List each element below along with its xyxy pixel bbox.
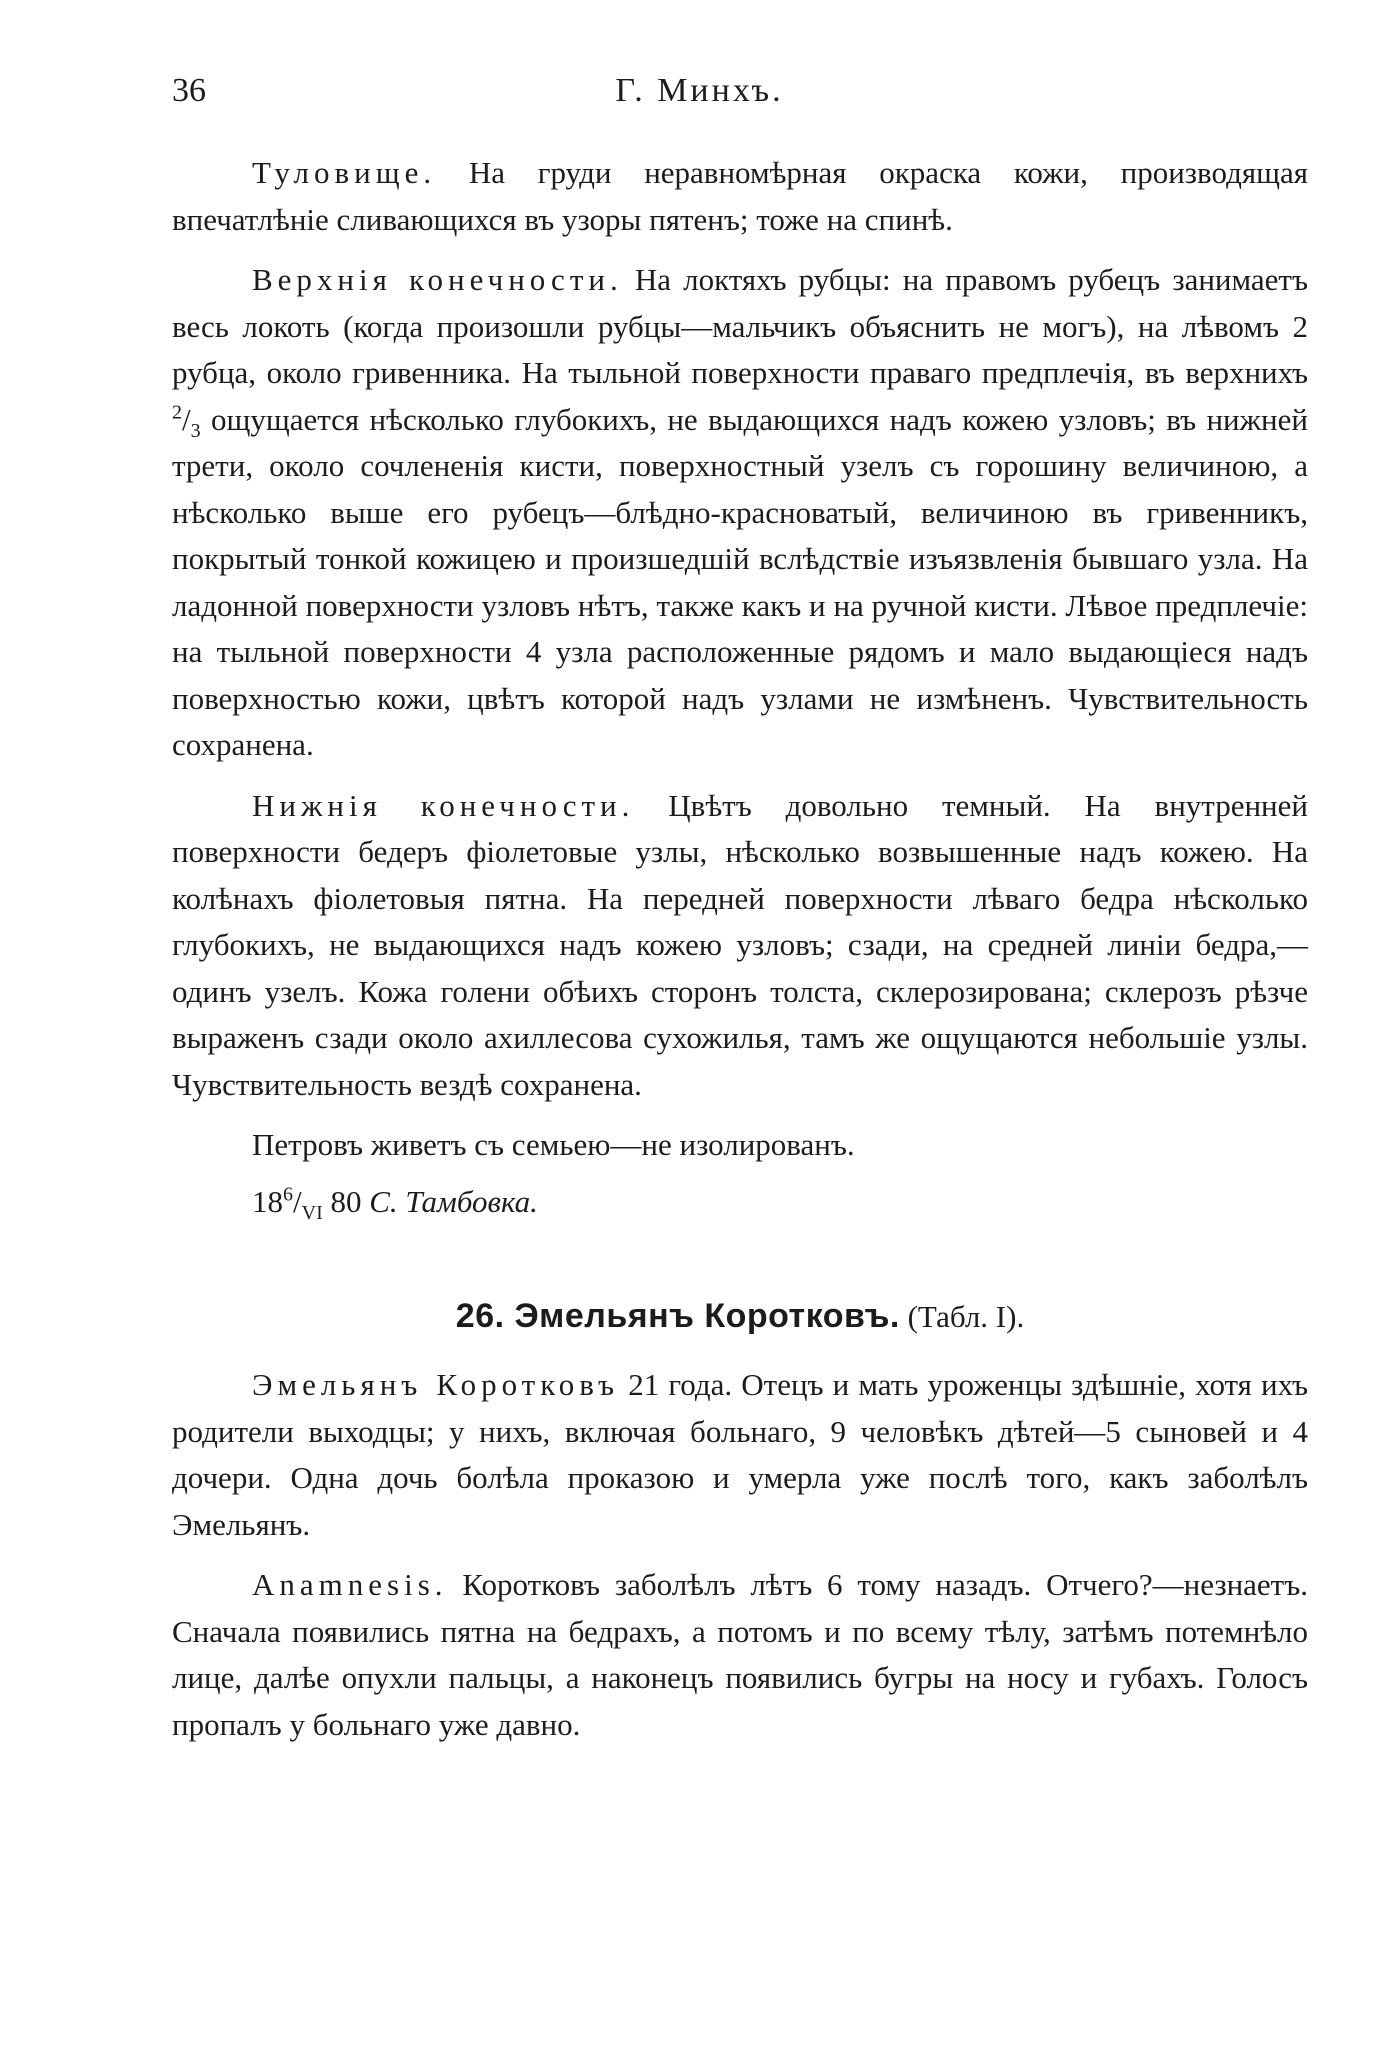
page-body	[172, 150, 1308, 1762]
case-title: 26. Эмельянъ Коротковъ.	[455, 1297, 900, 1335]
fraction-numerator: 2	[172, 401, 182, 424]
paragraph-torso	[172, 150, 1308, 243]
paragraph-text: 21 года. Отецъ и мать уроженцы здѣшніе, хотя ихъ родители выходцы; у нихъ, включая больнаго, 9 человѣкъ дѣтей—5 сыновей и 4 дочери. Одна дочь болѣла проказою и умерла уже послѣ того, какъ заболѣлъ Эмельянъ.	[172, 1367, 1308, 1542]
running-header	[0, 72, 1399, 122]
section-label-upper-limbs: Верхнія конечности.	[252, 262, 623, 297]
date-line: $18^6/_{VI}$ 80 С. Тамбовка.	[252, 1183, 538, 1224]
paragraph-upper-limbs	[172, 257, 1308, 769]
table-reference: (Табл. I).	[907, 1299, 1025, 1334]
paragraph-case-intro	[172, 1362, 1308, 1548]
paragraph-text: Коротковъ заболѣлъ лѣтъ 6 тому назадъ. Отчего?—незнаетъ. Сначала появились пятна на бедрахъ, а потомъ и по всему тѣлу, затѣмъ потемнѣло лице, далѣе опухли пальцы, а наконецъ появились бугры на носу и губахъ. Голосъ пропалъ у больнаго уже давно.	[172, 1567, 1309, 1742]
date-month-num: 6	[283, 1183, 293, 1206]
section-label-anamnesis: Anamnesis.	[252, 1567, 448, 1602]
patient-name: Эмельянъ Коротковъ	[252, 1367, 620, 1402]
page-number: 36	[172, 72, 206, 109]
paragraph-text: На груди неравномѣрная окраска кожи, производящая впечатлѣніе сливающихся въ узоры пятенъ; тоже на спинѣ.	[172, 155, 1309, 237]
paragraph-text: На локтяхъ рубцы: на правомъ рубецъ занимаетъ весь локоть (когда произошли рубцы—мальчикъ объяснить не могъ), на лѣвомъ 2 рубца, около гривенника. На тыльной поверхности праваго предплечія, въ верхнихъ	[172, 262, 1309, 390]
paragraph-text: Цвѣтъ довольно темный. На внутренней поверхности бедеръ фіолетовые узлы, нѣсколько возвышенные надъ кожею. На колѣнахъ фіолетовыя пятна. На передней поверхности лѣваго бедра нѣсколько глубокихъ, не выдающихся надъ кожею узловъ; сзади, на средней линіи бедра,—одинъ узелъ. Кожа голени обѣихъ сторонъ толста, склерозирована; склерозъ рѣзче выраженъ сзади около ахиллесова сухожилья, тамъ же ощущаются небольшіе узлы. Чувствительность вездѣ сохранена.	[172, 787, 1308, 1102]
case-heading	[172, 1291, 1308, 1342]
paragraph-lower-limbs	[172, 783, 1308, 1109]
paragraph-text: ощущается нѣсколько глубокихъ, не выдающихся надъ кожею узловъ; въ нижней трети, около сочлененія кисти, поверхностный узелъ съ горошину величиною, а нѣсколько выше его рубецъ—блѣдно-красноватый, величиною въ гривенникъ, покрытый тонкой кожицею и произшедшій вслѣдствіе изъязвленія бывшаго узла. На ладонной поверхности узловъ нѣтъ, также какъ и на ручной кисти. Лѣвое предплечіе: на тыльной поверхности 4 узла расположенные рядомъ и мало выдающіеся надъ поверхностью кожи, цвѣтъ которой надъ узлами не измѣненъ. Чувствительность сохранена.	[172, 401, 1308, 762]
date-year: 80	[330, 1183, 362, 1219]
place-name: С. Тамбовка.	[369, 1183, 538, 1219]
date-month-roman: VI	[301, 1201, 323, 1224]
date-day: 18	[252, 1183, 283, 1219]
fraction: $^2/_3$	[172, 401, 201, 442]
section-label-torso: Туловище.	[252, 155, 437, 190]
fraction-denominator: 3	[190, 419, 201, 442]
family-note: Петровъ живетъ съ семьею—не изолированъ.	[252, 1127, 855, 1162]
running-title: Г. Минхъ.	[615, 72, 784, 109]
section-label-lower-limbs: Нижнія конечности.	[252, 787, 635, 823]
paragraph-anamnesis	[172, 1562, 1308, 1748]
